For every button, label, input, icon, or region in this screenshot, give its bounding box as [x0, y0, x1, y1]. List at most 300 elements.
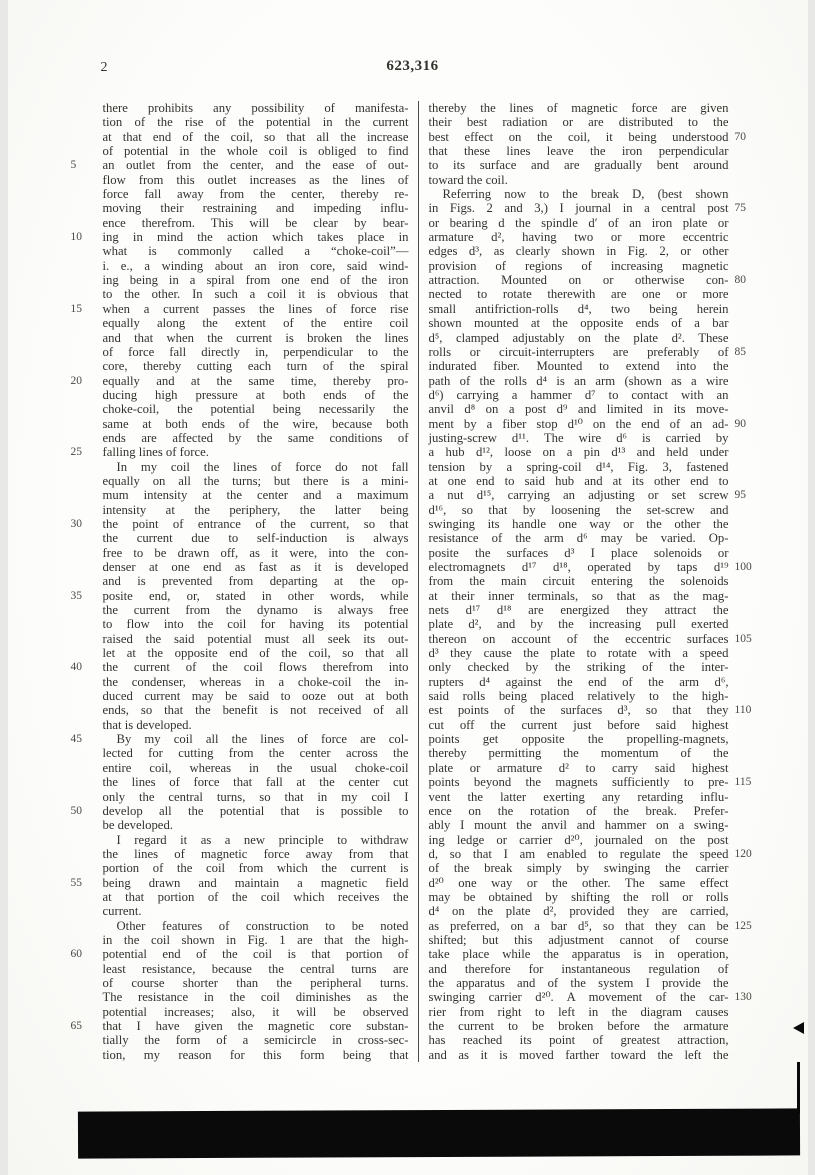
line-text: core, thereby cutting each turn of the spiral: [102, 359, 409, 374]
text-line: [103, 1048, 409, 1062]
text-line: [429, 947, 729, 961]
scan-artifact-edge: [797, 1062, 800, 1114]
line-text: rolls or circuit-interrupters are preferably of: [428, 344, 729, 359]
text-line: [103, 187, 409, 201]
line-text: ing ledge or carrier d²⁰, journaled on the post: [428, 832, 729, 847]
text-line: [429, 933, 729, 947]
line-text: being drawn and maintain a magnetic field: [102, 875, 409, 890]
text-line: [429, 460, 729, 474]
line-text: of force fall directly in, perpendicular to the: [102, 344, 409, 359]
line-number: 70: [734, 130, 746, 143]
line-text: of course shorter than the peripheral turns.: [102, 975, 409, 990]
text-line: [428, 129, 746, 144]
right-column: [428, 101, 752, 1062]
line-text: By my coil all the lines of force are col-: [116, 732, 409, 747]
text-line: [429, 833, 729, 847]
line-text: swinging its handle one way or the other the: [428, 516, 729, 531]
line-text: to flow into the coil for having its potential: [102, 617, 409, 632]
text-line: [70, 803, 409, 818]
line-text: ment by a fiber stop d¹⁰ on the end of an ad-: [428, 416, 729, 431]
text-line: [103, 990, 409, 1004]
line-number: 65: [70, 1020, 82, 1032]
line-text: let at the opposite end of the coil, so that all: [102, 646, 409, 661]
line-text: swinging carrier d²⁰. A movement of the car-: [428, 990, 729, 1005]
line-text: at their inner terminals, so that as the mag-: [428, 588, 729, 603]
text-line: [103, 976, 409, 990]
line-text: has reached its point of greatest attraction,: [428, 1033, 729, 1048]
line-text: in Figs. 2 and 3,) I journal in a central post: [428, 201, 729, 216]
line-text: at that portion of the coil which receives the: [102, 889, 409, 904]
line-text: choke-coil, the potential being necessarily the: [102, 402, 409, 417]
line-text: provision of regions of increasing magnetic: [428, 258, 729, 273]
text-line: [103, 201, 409, 215]
line-text: that is developed.: [102, 717, 192, 732]
text-line: [103, 173, 409, 187]
text-line: [103, 216, 409, 230]
text-line: [70, 588, 409, 603]
patent-number: 623,316: [386, 58, 439, 74]
line-text: ing being in a spiral from one end of the iron: [102, 273, 409, 288]
line-text: thereby the lines of magnetic force are given: [428, 101, 729, 115]
line-text: rier from right to left in the diagram causes: [428, 1004, 729, 1019]
line-text: when a current passes the lines of force rise: [102, 301, 409, 316]
text-line: [103, 144, 409, 158]
text-line: [103, 833, 409, 847]
text-line: [429, 517, 729, 531]
line-text: the point of entrance of the current, so that: [102, 516, 409, 531]
line-text: only the central turns, so that in my coil I: [102, 789, 409, 804]
line-text: est points of the surfaces d³, so that they: [428, 703, 729, 718]
text-line: [70, 660, 409, 675]
line-number: 90: [734, 417, 746, 430]
line-number: 25: [70, 446, 82, 459]
text-line: [103, 1033, 409, 1047]
line-text: posite end, or, stated in other words, while: [102, 588, 409, 603]
line-number: 85: [734, 345, 746, 358]
text-line: [429, 603, 729, 617]
line-text: intensity at the periphery, the latter being: [102, 502, 409, 517]
line-number: 50: [70, 804, 82, 817]
text-line: [429, 617, 729, 631]
text-line: [428, 488, 746, 503]
line-text: d³ they cause the plate to rotate with a speed: [428, 646, 729, 661]
text-line: [429, 388, 729, 402]
line-text: and is prevented from departing at the op-: [102, 574, 409, 589]
line-text: i. e., a winding about an iron core, said wind-: [102, 258, 409, 273]
line-text: flow from this outlet increases as the lines of: [102, 172, 409, 187]
text-line: [103, 1005, 409, 1019]
line-text: cut off the current just before said highest: [428, 717, 729, 732]
text-line: [103, 460, 409, 474]
text-line: [429, 790, 729, 804]
line-text: lected for cutting from the center across the: [102, 746, 409, 761]
line-text: duced current may be said to ooze out at both: [102, 689, 409, 704]
text-line: [428, 344, 746, 359]
column-divider: [418, 101, 419, 1062]
text-line: [103, 388, 409, 402]
line-text: points get opposite the propelling-magnets,: [428, 732, 729, 747]
text-line: [428, 703, 752, 718]
line-text: take place while the apparatus is in operation,: [428, 947, 729, 962]
line-text: ing in mind the action which takes place in: [102, 230, 409, 245]
line-text: the current to be broken before the armature: [428, 1019, 729, 1033]
line-number: 5: [70, 159, 77, 172]
line-text: as preferred, on a bar d⁵, so that they can be: [428, 918, 729, 933]
line-text: portion of the coil from which the current is: [102, 861, 409, 876]
line-text: anvil d⁸ on a post d⁹ and limited in its move-: [428, 402, 729, 417]
line-text: the current of the coil flows therefrom into: [102, 660, 409, 675]
text-line: [429, 574, 729, 588]
text-line: [429, 316, 729, 330]
text-line: [103, 115, 409, 129]
text-line: [70, 732, 409, 747]
line-text: thereby permitting the momentum of the: [428, 746, 729, 761]
text-line: [429, 445, 729, 459]
text-line: [70, 158, 409, 173]
line-number: 100: [734, 561, 752, 573]
line-text: Other features of construction to be noted: [116, 918, 409, 933]
line-text: to the other. In such a coil it is obvious that: [102, 287, 409, 302]
line-text: develop all the potential that is possible to: [102, 803, 409, 818]
text-line: [103, 890, 409, 904]
text-line: [428, 918, 752, 933]
line-text: falling lines of force.: [102, 445, 209, 460]
text-line: [429, 230, 729, 244]
line-text: posite the surfaces d³ I place solenoids or: [428, 545, 729, 560]
line-text: denser at one end as fast as it is developed: [102, 560, 409, 574]
text-line: [429, 746, 729, 760]
text-line: [70, 445, 409, 460]
text-line: [103, 488, 409, 502]
text-line: [429, 158, 729, 172]
line-text: tion, my reason for this form being that: [102, 1047, 409, 1062]
left-column: [70, 101, 409, 1062]
text-line: [428, 631, 752, 646]
scan-artifact-arrow: [793, 1022, 804, 1034]
line-text: potential end of the coil is that portion of: [102, 947, 409, 962]
text-line: [429, 546, 729, 560]
line-text: attraction. Mounted on or otherwise con-: [428, 273, 729, 288]
line-text: free to be drawn off, as it were, into the con-: [102, 545, 409, 560]
text-line: [103, 402, 409, 416]
text-line: [429, 531, 729, 545]
line-text: d²⁰ one way or the other. The same effect: [428, 875, 729, 890]
line-text: the current from the dynamo is always free: [102, 603, 409, 618]
text-line: [429, 646, 729, 660]
line-text: said rolls being placed relatively to the high-: [428, 689, 729, 704]
line-text: small antifriction-rolls d⁴, two being herein: [428, 301, 729, 316]
page-number: 2: [100, 60, 108, 75]
line-number: 15: [70, 302, 82, 315]
line-text: ence on the rotation of the break. Prefer-: [428, 803, 729, 818]
line-text: that these lines leave the iron perpendicular: [428, 144, 729, 159]
line-text: edges d³, as clearly shown in Fig. 2, or other: [428, 244, 729, 259]
text-line: [103, 287, 409, 301]
text-line: [70, 373, 409, 388]
text-line: [429, 431, 729, 445]
text-line: [103, 861, 409, 875]
text-line: [103, 316, 409, 330]
text-line: [429, 173, 729, 187]
text-line: [429, 976, 729, 990]
text-line: [429, 861, 729, 875]
text-line: [429, 660, 729, 674]
line-text: plate d², and by the increasing pull exerted: [428, 617, 729, 632]
line-text: Referring now to the break D, (best shown: [442, 187, 729, 202]
line-text: thereon on account of the eccentric surfaces: [428, 631, 729, 646]
line-text: d⁴ on the plate d², provided they are carried,: [428, 904, 729, 919]
line-text: points beyond the magnets sufficiently to pre-: [428, 775, 729, 790]
line-text: tially the form of a semicircle in cross-sec-: [102, 1033, 409, 1048]
line-text: to its surface and are gradually bent around: [428, 158, 729, 173]
line-text: in the coil shown in Fig. 1 are that the high-: [102, 932, 409, 947]
line-text: be developed.: [102, 818, 173, 833]
text-line: [103, 689, 409, 703]
line-text: toward the coil.: [428, 172, 508, 187]
text-line: [429, 144, 729, 158]
line-text: the lines of force that fall at the center cut: [102, 775, 409, 790]
line-number: 130: [734, 991, 752, 1004]
line-text: justing-screw d¹¹. The wire d⁶ is carried by: [428, 430, 729, 445]
text-line: [103, 761, 409, 775]
line-text: rupters d⁴ against the end of the arm d⁶,: [428, 674, 729, 689]
text-line: [429, 804, 729, 818]
text-line: [429, 302, 729, 316]
line-text: equally and at the same time, thereby pro-: [102, 373, 409, 388]
text-line: [429, 761, 729, 775]
line-text: armature d², having two or more eccentric: [428, 230, 729, 245]
text-line: [429, 359, 729, 373]
line-text: of potential in the whole coil is obliged to find: [102, 144, 409, 159]
text-line: [103, 933, 409, 947]
line-text: current.: [102, 904, 142, 919]
line-text: shown mounted at the opposite ends of a bar: [428, 316, 729, 331]
text-line: [103, 962, 409, 976]
line-number: 125: [734, 919, 752, 932]
text-line: [103, 531, 409, 545]
text-line: [103, 273, 409, 287]
text-line: [103, 617, 409, 631]
text-line: [429, 589, 729, 603]
line-text: the lines of magnetic force away from that: [102, 846, 409, 861]
line-number: 110: [734, 704, 752, 717]
line-text: same at both ends of the wire, because both: [102, 416, 409, 431]
text-line: [70, 301, 409, 316]
line-text: and that when the current is broken the lines: [102, 330, 409, 345]
text-line: [103, 646, 409, 660]
line-text: a hub d¹², loose on a pin d¹³ and held under: [428, 445, 729, 460]
text-line: [429, 1048, 729, 1062]
text-line: [103, 503, 409, 517]
text-line: [429, 675, 729, 689]
text-line: [428, 990, 752, 1005]
text-line: [429, 732, 729, 746]
text-line: [429, 890, 729, 904]
line-text: best effect on the coil, it being understood: [428, 129, 729, 144]
line-text: d, so that I am enabled to regulate the speed: [428, 846, 729, 861]
text-line: [70, 1019, 409, 1033]
line-text: ends are affected by the same conditions of: [102, 430, 409, 445]
line-text: electromagnets d¹⁷ d¹⁸, operated by taps d¹⁹: [428, 560, 729, 574]
line-text: and as it is moved farther toward the left the: [428, 1047, 729, 1062]
line-text: what is commonly called a “choke-coil”—: [102, 244, 409, 259]
line-text: raised the said potential must all seek its out-: [102, 631, 409, 646]
line-text: least resistance, because the central turns are: [102, 961, 409, 976]
text-line: [103, 919, 409, 933]
line-text: equally along the extent of the entire coil: [102, 316, 409, 331]
line-text: The resistance in the coil diminishes as the: [102, 990, 409, 1005]
text-line: [429, 115, 729, 129]
text-line: [428, 560, 752, 574]
line-text: at one end to said hub and at its other end to: [428, 473, 729, 488]
text-line: [429, 818, 729, 832]
text-line: [103, 560, 409, 574]
line-text: and therefore for instantaneous regulation of: [428, 961, 729, 976]
line-text: path of the rolls d⁴ is an arm (shown as a wire: [428, 373, 729, 388]
text-line: [428, 273, 746, 288]
line-number: 95: [734, 489, 746, 502]
text-line: [429, 244, 729, 258]
line-number: 115: [734, 776, 752, 789]
text-line: [429, 904, 729, 918]
text-line: [103, 359, 409, 373]
line-text: moving their restraining and impeding influ-: [102, 201, 409, 216]
text-line: [429, 718, 729, 732]
patent-page: [8, 0, 808, 1175]
line-text: ence therefrom. This will be clear by bear-: [102, 215, 409, 230]
scan-artifact-bar: [77, 1108, 799, 1158]
line-text: d⁵, clamped adjustably on the plate d². These: [428, 330, 729, 345]
line-text: I regard it as a new principle to withdraw: [116, 832, 409, 847]
line-text: the apparatus and of the system I provide the: [428, 975, 729, 990]
line-number: 40: [70, 661, 82, 674]
text-line: [103, 818, 409, 832]
text-line: [429, 503, 729, 517]
text-line: [103, 431, 409, 445]
text-line: [429, 259, 729, 273]
line-number: 10: [70, 231, 82, 244]
line-text: potential increases; also, it will be observed: [102, 1004, 409, 1019]
text-line: [103, 331, 409, 345]
text-line: [103, 675, 409, 689]
line-text: indurated fiber. Mounted to extend into the: [428, 359, 729, 374]
line-number: 55: [70, 876, 82, 889]
text-line: [70, 875, 409, 890]
text-line: [103, 546, 409, 560]
line-text: a nut d¹⁵, carrying an adjusting or set screw: [428, 488, 729, 503]
line-text: only checked by the striking of the inter-: [428, 660, 729, 675]
line-number: 105: [734, 632, 752, 645]
text-line: [429, 1005, 729, 1019]
line-text: mum intensity at the center and a maximum: [102, 488, 409, 503]
text-line: [103, 474, 409, 488]
text-line: [429, 101, 729, 115]
text-line: [103, 101, 409, 115]
line-text: from the main circuit entering the solenoids: [428, 574, 729, 589]
text-line: [103, 790, 409, 804]
text-line: [429, 287, 729, 301]
line-text: an outlet from the center, and the ease of out-: [102, 158, 409, 173]
line-text: shifted; but this adjustment cannot of course: [428, 932, 729, 947]
text-line: [429, 402, 729, 416]
line-text: equally on all the turns; but there is a mini-: [102, 473, 409, 488]
line-text: resistance of the arm d⁶ may be varied. Op-: [428, 531, 729, 546]
line-number: 80: [734, 274, 746, 287]
text-line: [103, 244, 409, 258]
line-text: or bearing d the spindle d′ of an iron plate or: [428, 215, 729, 230]
line-text: d⁶) carrying a hammer d⁷ to contact with an: [428, 387, 729, 402]
line-number: 35: [70, 589, 82, 602]
text-line: [103, 775, 409, 789]
text-line: [429, 374, 729, 388]
text-line: [103, 746, 409, 760]
text-line: [103, 259, 409, 273]
line-text: nected to rotate therewith are one or more: [428, 287, 729, 302]
line-number: 20: [70, 374, 82, 387]
text-line: [103, 904, 409, 918]
text-line: [70, 230, 409, 245]
text-line: [429, 216, 729, 230]
text-line: [103, 130, 409, 144]
text-line: [428, 201, 746, 216]
line-text: the current due to self-induction is always: [102, 531, 409, 546]
text-line: [429, 689, 729, 703]
line-text: that I have given the magnetic core substan-: [102, 1019, 409, 1033]
text-line: [428, 846, 752, 861]
line-text: ends, so that the benefit is not received of all: [102, 703, 409, 718]
line-text: may be obtained by shifting the roll or rolls: [428, 889, 729, 904]
text-line: [103, 417, 409, 431]
line-number: 120: [734, 847, 752, 860]
line-text: their best radiation or are distributed to the: [428, 115, 729, 130]
text-line: [429, 1033, 729, 1047]
text-line: [103, 847, 409, 861]
line-text: nets d¹⁷ d¹⁸ are energized they attract the: [428, 603, 729, 618]
text-line: [428, 416, 746, 431]
text-line: [428, 775, 752, 790]
line-text: In my coil the lines of force do not fall: [116, 459, 409, 474]
line-text: tion of the rise of the potential in the current: [102, 115, 409, 130]
text-line: [103, 603, 409, 617]
text-line: [429, 474, 729, 488]
text-line: [103, 703, 409, 717]
line-text: entire coil, whereas in the usual choke-coil: [102, 760, 409, 775]
line-text: plate or armature d² to carry said highest: [428, 760, 729, 775]
line-number: 60: [70, 948, 82, 961]
line-text: d¹⁶, so that by loosening the set-screw and: [428, 502, 729, 517]
line-text: ducing high pressure at both ends of the: [102, 387, 409, 402]
text-line: [103, 574, 409, 588]
text-line: [103, 718, 409, 732]
text-line: [429, 1019, 729, 1033]
text-line: [103, 632, 409, 646]
text-line: [429, 962, 729, 976]
line-text: at that end of the coil, so that all the increase: [102, 129, 409, 144]
line-text: the condenser, whereas in a choke-coil the in-: [102, 674, 409, 689]
line-text: there prohibits any possibility of manifesta-: [102, 101, 409, 115]
text-line: [70, 947, 409, 962]
text-line: [429, 187, 729, 201]
text-line: [70, 516, 409, 531]
line-text: tension by a spring-coil d¹⁴, Fig. 3, fastened: [428, 459, 729, 474]
text-line: [103, 345, 409, 359]
text-line: [429, 331, 729, 345]
line-text: force fall away from the center, thereby re-: [102, 187, 409, 202]
line-number: 75: [734, 202, 746, 215]
line-number: 30: [70, 517, 82, 530]
line-text: vent the latter exerting any retarding influ-: [428, 789, 729, 804]
text-line: [429, 876, 729, 890]
